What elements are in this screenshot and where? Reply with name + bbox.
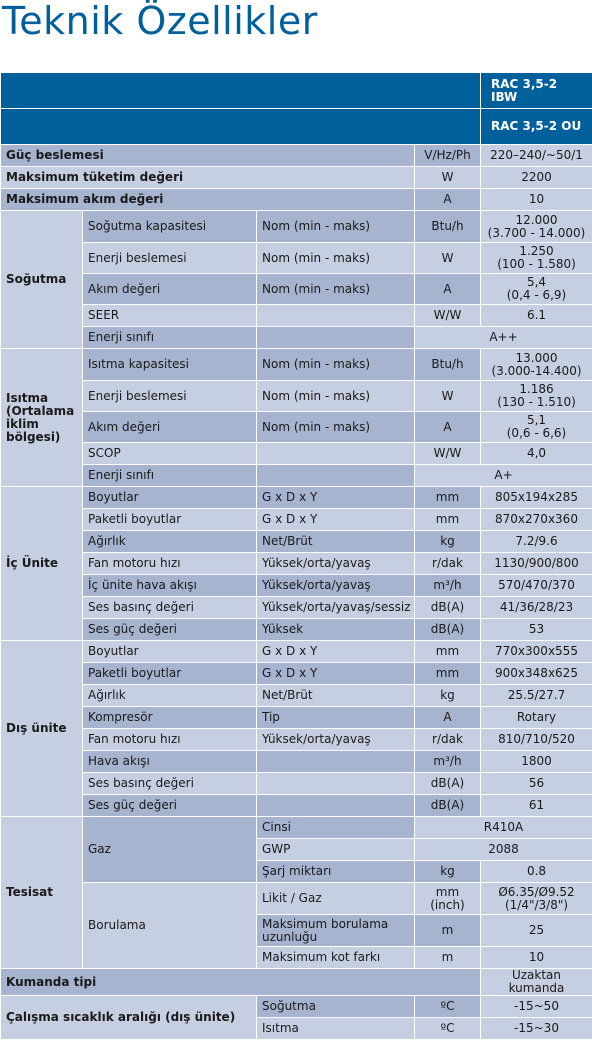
heating-param: Enerji beslemesi [83,381,257,412]
label-operating-range: Çalışma sıcaklık aralığı (dış ünite) [1,996,257,1040]
subgroup-gas: Gaz [83,817,257,883]
value-range: (0,4 - 6,9) [506,288,567,302]
unit-max-consumption: W [415,167,481,189]
heating-cond: Nom (min - maks) [257,381,415,412]
operating-param: Isıtma [257,1018,415,1040]
indoor-param: Boyutlar [83,487,257,509]
gas-param: GWP [257,839,415,861]
gas-value: 2088 [415,839,592,861]
unit-max-current: A [415,189,481,211]
indoor-unit: dB(A) [415,619,481,641]
heating-cond [257,443,415,465]
outdoor-unit: r/dak [415,729,481,751]
group-installation: Tesisat [1,817,83,969]
indoor-param: Ses basınç değeri [83,597,257,619]
gas-value: 0.8 [481,861,592,883]
operating-unit: ºC [415,1018,481,1040]
heating-energy-class: A+ [415,465,592,487]
indoor-value: 53 [481,619,592,641]
group-heating: Isıtma (Ortalama iklim bölgesi) [1,349,83,487]
operating-unit: ºC [415,996,481,1018]
group-outdoor: Dış ünite [1,641,83,817]
indoor-unit: m³/h [415,575,481,597]
operating-param: Soğutma [257,996,415,1018]
cooling-value [481,211,592,243]
heating-param: SCOP [83,443,257,465]
operating-value: -15~50 [481,996,592,1018]
gas-value: R410A [415,817,592,839]
outdoor-value: 810/710/520 [481,729,592,751]
indoor-value: 570/470/370 [481,575,592,597]
cooling-param: SEER [83,305,257,327]
cooling-unit: W/W [415,305,481,327]
model-indoor: RAC 3,5-2 IBW [481,73,592,109]
outdoor-cond [257,795,415,817]
indoor-value: 1130/900/800 [481,553,592,575]
subgroup-piping: Borulama [83,883,257,969]
value-range: (0,6 - 6,6) [506,426,567,440]
piping-unit: mm (inch) [415,883,481,915]
outdoor-unit: dB(A) [415,795,481,817]
outdoor-value: 770x300x555 [481,641,592,663]
label-max-consumption: Maksimum tüketim değeri [1,167,415,189]
outdoor-value: 61 [481,795,592,817]
operating-value: -15~30 [481,1018,592,1040]
heating-unit: A [415,412,481,443]
cooling-cond: Nom (min - maks) [257,274,415,305]
outdoor-param: Boyutlar [83,641,257,663]
piping-param: Maksimum borulama uzunluğu [257,915,415,947]
outdoor-unit: m³/h [415,751,481,773]
value-range: (3.700 - 14.000) [487,225,586,240]
indoor-cond: G x D x Y [257,487,415,509]
outdoor-unit: A [415,707,481,729]
indoor-cond: Yüksek/orta/yavaş/sessiz [257,597,415,619]
indoor-cond: Yüksek/orta/yavaş [257,553,415,575]
heating-cond: Nom (min - maks) [257,349,415,381]
group-cooling: Soğutma [1,211,83,349]
cooling-cond [257,305,415,327]
heating-value [481,349,592,381]
cooling-param: Akım değeri [83,274,257,305]
gas-param: Cinsi [257,817,415,839]
indoor-cond: Yüksek [257,619,415,641]
page-title: Teknik Özellikler [2,0,318,43]
value-main: 5,1 [526,413,547,427]
value-main: 12.000 [515,212,558,227]
value-range: (100 - 1.580) [497,257,576,271]
outdoor-param: Kompresör [83,707,257,729]
heating-param: Akım değeri [83,412,257,443]
cooling-param: Soğutma kapasitesi [83,211,257,243]
indoor-cond: Yüksek/orta/yavaş [257,575,415,597]
piping-unit: m [415,915,481,947]
group-indoor: İç Ünite [1,487,83,641]
outdoor-unit: mm [415,663,481,685]
piping-value: 10 [481,947,592,969]
outdoor-param: Ses güç değeri [83,795,257,817]
heating-cond: Nom (min - maks) [257,412,415,443]
heating-unit: Btu/h [415,349,481,381]
label-power-supply: Güç beslemesi [1,145,415,167]
value-max-consumption: 2200 [481,167,592,189]
outdoor-value: Rotary [481,707,592,729]
value-range: (130 - 1.510) [497,395,576,409]
outdoor-cond: Tip [257,707,415,729]
value-inch: (1/4"/3/8") [504,897,569,912]
gas-unit: kg [415,861,481,883]
indoor-param: Ağırlık [83,531,257,553]
header-blank-2 [1,109,481,145]
heating-value: 4,0 [481,443,592,465]
spec-table [0,72,592,1040]
outdoor-unit: kg [415,685,481,707]
value-max-current: 10 [481,189,592,211]
piping-param: Maksimum kot farkı [257,947,415,969]
cooling-cond: Nom (min - maks) [257,211,415,243]
indoor-param: Paketli boyutlar [83,509,257,531]
cooling-param: Enerji sınıfı [83,327,257,349]
outdoor-value: 56 [481,773,592,795]
outdoor-cond: G x D x Y [257,663,415,685]
outdoor-param: Ağırlık [83,685,257,707]
indoor-cond: Net/Brüt [257,531,415,553]
indoor-param: İç ünite hava akışı [83,575,257,597]
outdoor-param: Fan motoru hızı [83,729,257,751]
cooling-value: 6.1 [481,305,592,327]
indoor-unit: dB(A) [415,597,481,619]
value-main: 5,4 [526,275,547,289]
outdoor-cond: G x D x Y [257,641,415,663]
heating-param: Enerji sınıfı [83,465,257,487]
value-main: 13.000 [515,350,558,365]
piping-param: Likit / Gaz [257,883,415,915]
indoor-value: 805x194x285 [481,487,592,509]
indoor-value: 41/36/28/23 [481,597,592,619]
indoor-value: 870x270x360 [481,509,592,531]
outdoor-cond: Net/Brüt [257,685,415,707]
heating-unit: W/W [415,443,481,465]
cooling-energy-class: A++ [415,327,592,349]
piping-unit: m [415,947,481,969]
cooling-value [481,243,592,274]
cooling-cond: Nom (min - maks) [257,243,415,274]
header-blank-1 [1,73,481,109]
indoor-param: Ses güç değeri [83,619,257,641]
indoor-cond: G x D x Y [257,509,415,531]
cooling-unit: A [415,274,481,305]
unit-power-supply: V/Hz/Ph [415,145,481,167]
outdoor-value: 900x348x625 [481,663,592,685]
outdoor-unit: mm [415,641,481,663]
piping-value [481,883,592,915]
value-main: Ø6.35/Ø9.52 [498,884,575,899]
indoor-unit: mm [415,509,481,531]
outdoor-cond [257,751,415,773]
value-main: 1.250 [519,244,554,258]
outdoor-value: 25.5/27.7 [481,685,592,707]
indoor-unit: mm [415,487,481,509]
indoor-param: Fan motoru hızı [83,553,257,575]
cooling-unit: Btu/h [415,211,481,243]
indoor-unit: r/dak [415,553,481,575]
outdoor-unit: dB(A) [415,773,481,795]
heating-cond [257,465,415,487]
outdoor-value: 1800 [481,751,592,773]
cooling-cond [257,327,415,349]
value-power-supply: 220–240/~50/1 [481,145,592,167]
heating-value [481,381,592,412]
outdoor-param: Paketli boyutlar [83,663,257,685]
indoor-value: 7.2/9.6 [481,531,592,553]
cooling-param: Enerji beslemesi [83,243,257,274]
label-max-current: Maksimum akım değeri [1,189,415,211]
model-outdoor: RAC 3,5-2 OU [481,109,592,145]
cooling-value [481,274,592,305]
heating-param: Isıtma kapasitesi [83,349,257,381]
value-main: 1.186 [519,382,554,396]
heating-value [481,412,592,443]
piping-value: 25 [481,915,592,947]
outdoor-cond: Yüksek/orta/yavaş [257,729,415,751]
indoor-unit: kg [415,531,481,553]
outdoor-param: Hava akışı [83,751,257,773]
value-range: (3.000-14.400) [491,363,582,378]
outdoor-param: Ses basınç değeri [83,773,257,795]
cooling-unit: W [415,243,481,274]
gas-param: Şarj miktarı [257,861,415,883]
value-control-type: Uzaktan kumanda [481,969,592,996]
label-control-type: Kumanda tipi [1,969,481,996]
heating-unit: W [415,381,481,412]
outdoor-cond [257,773,415,795]
